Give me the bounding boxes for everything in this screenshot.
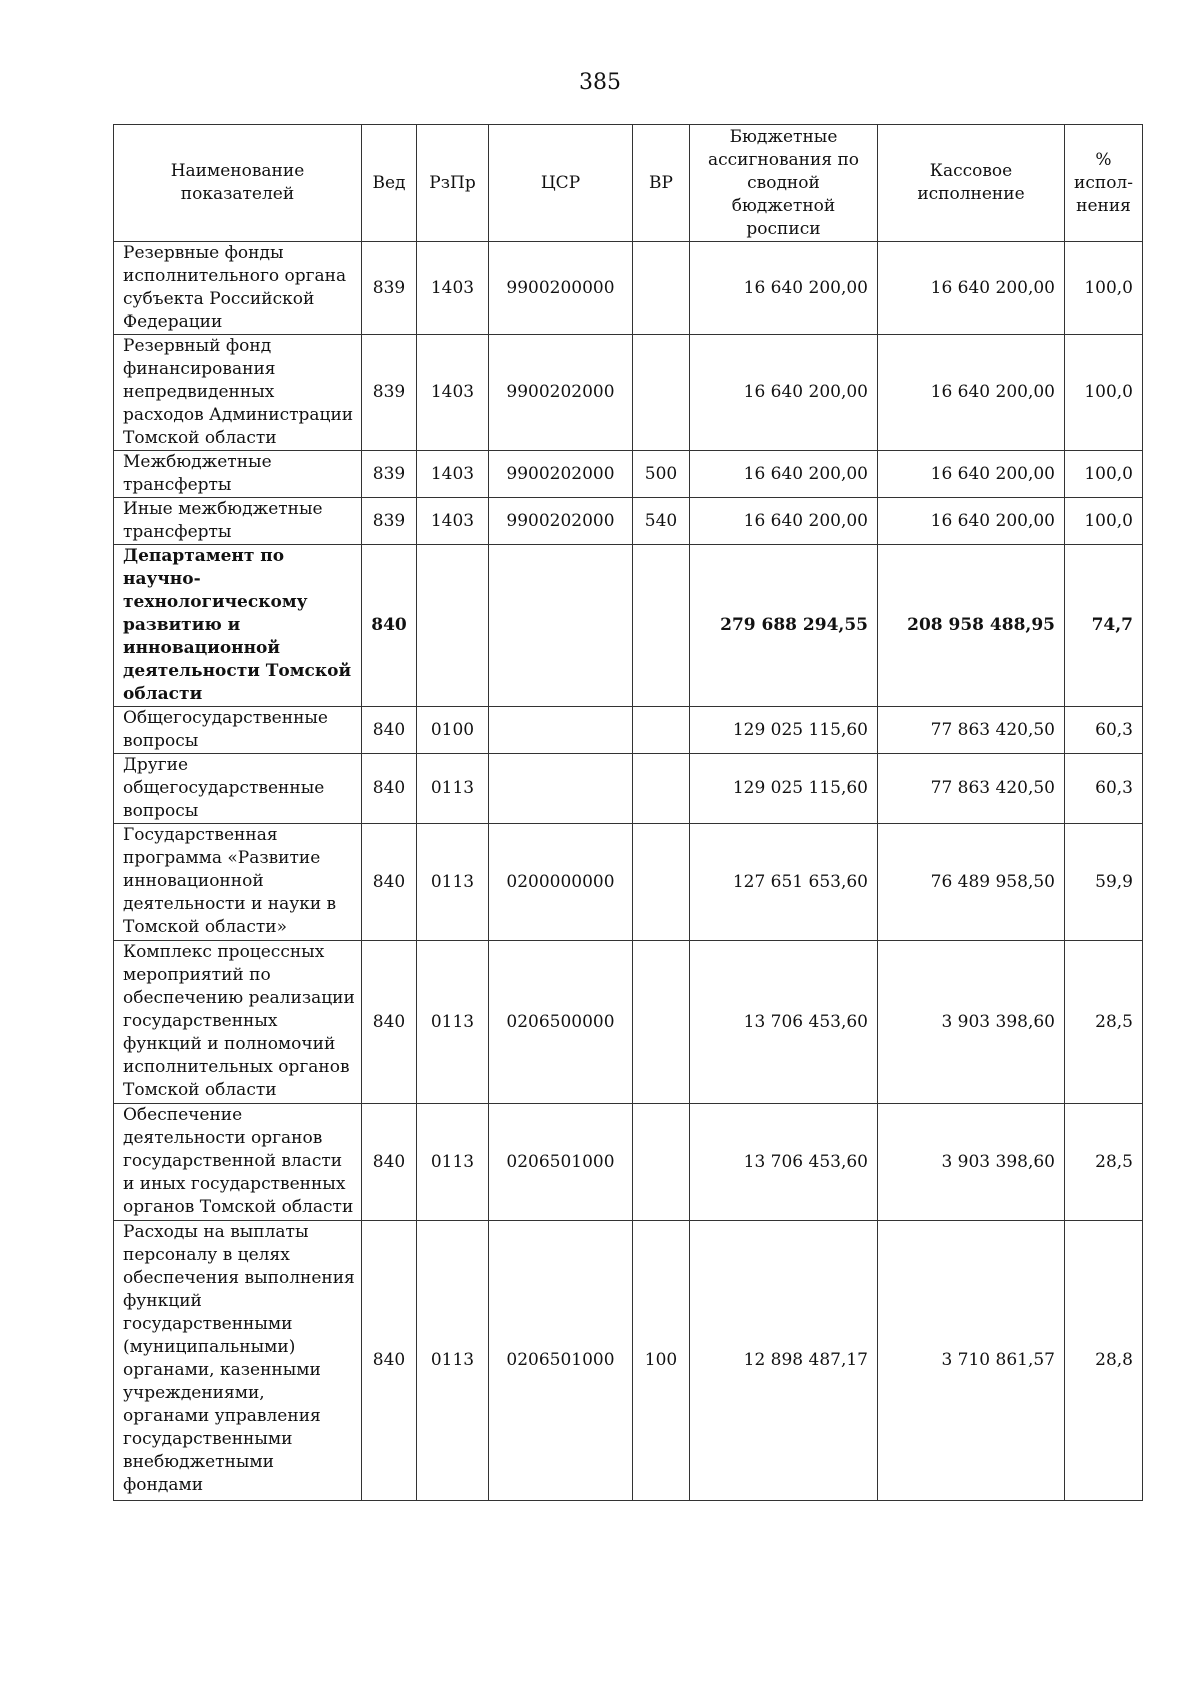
cell-rzpr: 0113 bbox=[417, 824, 489, 941]
cell-percent: 100,0 bbox=[1065, 242, 1143, 335]
cell-rzpr: 1403 bbox=[417, 335, 489, 451]
table-header-row bbox=[114, 125, 1143, 242]
cell-percent: 100,0 bbox=[1065, 451, 1143, 498]
header-csr: ЦСР bbox=[489, 125, 633, 242]
cell-rzpr: 1403 bbox=[417, 498, 489, 545]
cell-rzpr: 0113 bbox=[417, 941, 489, 1104]
cell-executed: 3 903 398,60 bbox=[878, 1104, 1065, 1221]
cell-percent: 74,7 bbox=[1065, 545, 1143, 707]
cell-assigned: 12 898 487,17 bbox=[690, 1221, 878, 1501]
cell-name: Резервные фонды исполнительного органа субъекта Российской Федерации bbox=[114, 242, 362, 335]
header-name: Наименование показателей bbox=[114, 125, 362, 242]
cell-executed: 3 903 398,60 bbox=[878, 941, 1065, 1104]
cell-vr bbox=[633, 754, 690, 824]
header-percent: % испол-нения bbox=[1065, 125, 1143, 242]
cell-executed: 16 640 200,00 bbox=[878, 498, 1065, 545]
cell-ved: 839 bbox=[362, 335, 417, 451]
cell-vr bbox=[633, 335, 690, 451]
cell-csr: 0200000000 bbox=[489, 824, 633, 941]
cell-vr bbox=[633, 242, 690, 335]
table-row bbox=[114, 707, 1143, 754]
cell-vr: 100 bbox=[633, 1221, 690, 1501]
header-rzpr: РзПр bbox=[417, 125, 489, 242]
cell-rzpr: 0100 bbox=[417, 707, 489, 754]
cell-csr: 0206501000 bbox=[489, 1221, 633, 1501]
cell-name: Резервный фонд финансирования непредвиденных расходов Администрации Томской области bbox=[114, 335, 362, 451]
header-ved: Вед bbox=[362, 125, 417, 242]
cell-ved: 840 bbox=[362, 707, 417, 754]
cell-ved: 839 bbox=[362, 498, 417, 545]
cell-csr: 9900202000 bbox=[489, 498, 633, 545]
cell-csr: 9900200000 bbox=[489, 242, 633, 335]
cell-csr bbox=[489, 545, 633, 707]
cell-percent: 60,3 bbox=[1065, 754, 1143, 824]
cell-percent: 59,9 bbox=[1065, 824, 1143, 941]
cell-assigned: 16 640 200,00 bbox=[690, 451, 878, 498]
cell-executed: 3 710 861,57 bbox=[878, 1221, 1065, 1501]
header-executed: Кассовое исполнение bbox=[878, 125, 1065, 242]
table-row bbox=[114, 1221, 1143, 1501]
cell-executed: 208 958 488,95 bbox=[878, 545, 1065, 707]
cell-assigned: 16 640 200,00 bbox=[690, 335, 878, 451]
table-row-department bbox=[114, 545, 1143, 707]
cell-name: Иные межбюджетные трансферты bbox=[114, 498, 362, 545]
cell-percent: 28,5 bbox=[1065, 1104, 1143, 1221]
page-number: 385 bbox=[579, 70, 621, 95]
cell-ved: 840 bbox=[362, 824, 417, 941]
cell-assigned: 127 651 653,60 bbox=[690, 824, 878, 941]
cell-percent: 28,5 bbox=[1065, 941, 1143, 1104]
table-row bbox=[114, 754, 1143, 824]
cell-name: Межбюджетные трансферты bbox=[114, 451, 362, 498]
table-row bbox=[114, 498, 1143, 545]
table-row bbox=[114, 451, 1143, 498]
budget-table bbox=[113, 124, 1143, 1501]
cell-vr bbox=[633, 824, 690, 941]
cell-assigned: 129 025 115,60 bbox=[690, 754, 878, 824]
cell-name: Общегосударственные вопросы bbox=[114, 707, 362, 754]
cell-vr bbox=[633, 1104, 690, 1221]
cell-executed: 16 640 200,00 bbox=[878, 242, 1065, 335]
cell-percent: 100,0 bbox=[1065, 335, 1143, 451]
cell-assigned: 13 706 453,60 bbox=[690, 1104, 878, 1221]
cell-rzpr: 0113 bbox=[417, 754, 489, 824]
cell-name: Департамент по научно-технологическому развитию и инновационной деятельности Томской области bbox=[114, 545, 362, 707]
cell-rzpr: 0113 bbox=[417, 1221, 489, 1501]
table-row bbox=[114, 941, 1143, 1104]
cell-assigned: 16 640 200,00 bbox=[690, 498, 878, 545]
table-row bbox=[114, 242, 1143, 335]
table-row bbox=[114, 824, 1143, 941]
cell-rzpr: 0113 bbox=[417, 1104, 489, 1221]
cell-vr: 500 bbox=[633, 451, 690, 498]
cell-ved: 840 bbox=[362, 941, 417, 1104]
cell-ved: 840 bbox=[362, 754, 417, 824]
cell-vr: 540 bbox=[633, 498, 690, 545]
cell-csr: 0206500000 bbox=[489, 941, 633, 1104]
cell-name: Другие общегосударственные вопросы bbox=[114, 754, 362, 824]
cell-executed: 76 489 958,50 bbox=[878, 824, 1065, 941]
cell-rzpr: 1403 bbox=[417, 242, 489, 335]
cell-name: Обеспечение деятельности органов государственной власти и иных государственных органов Томской области bbox=[114, 1104, 362, 1221]
cell-csr bbox=[489, 707, 633, 754]
cell-ved: 840 bbox=[362, 1221, 417, 1501]
cell-csr bbox=[489, 754, 633, 824]
cell-vr bbox=[633, 707, 690, 754]
cell-assigned: 13 706 453,60 bbox=[690, 941, 878, 1104]
cell-csr: 0206501000 bbox=[489, 1104, 633, 1221]
cell-name: Расходы на выплаты персоналу в целях обеспечения выполнения функций государственными (муниципальными) органами, казенными учреждениями, органами управления государственными внебюджетными фондами bbox=[114, 1221, 362, 1501]
cell-percent: 60,3 bbox=[1065, 707, 1143, 754]
cell-vr bbox=[633, 545, 690, 707]
table-row bbox=[114, 1104, 1143, 1221]
header-assigned: Бюджетные ассигнования по сводной бюджетной росписи bbox=[690, 125, 878, 242]
cell-percent: 28,8 bbox=[1065, 1221, 1143, 1501]
cell-ved: 839 bbox=[362, 451, 417, 498]
cell-ved: 840 bbox=[362, 545, 417, 707]
cell-assigned: 129 025 115,60 bbox=[690, 707, 878, 754]
cell-rzpr bbox=[417, 545, 489, 707]
cell-csr: 9900202000 bbox=[489, 335, 633, 451]
cell-executed: 16 640 200,00 bbox=[878, 451, 1065, 498]
cell-ved: 840 bbox=[362, 1104, 417, 1221]
header-vr: ВР bbox=[633, 125, 690, 242]
cell-name: Государственная программа «Развитие инновационной деятельности и науки в Томской области» bbox=[114, 824, 362, 941]
cell-percent: 100,0 bbox=[1065, 498, 1143, 545]
cell-executed: 77 863 420,50 bbox=[878, 707, 1065, 754]
cell-csr: 9900202000 bbox=[489, 451, 633, 498]
cell-rzpr: 1403 bbox=[417, 451, 489, 498]
cell-executed: 77 863 420,50 bbox=[878, 754, 1065, 824]
cell-executed: 16 640 200,00 bbox=[878, 335, 1065, 451]
cell-vr bbox=[633, 941, 690, 1104]
table-row bbox=[114, 335, 1143, 451]
cell-assigned: 279 688 294,55 bbox=[690, 545, 878, 707]
cell-assigned: 16 640 200,00 bbox=[690, 242, 878, 335]
cell-ved: 839 bbox=[362, 242, 417, 335]
cell-name: Комплекс процессных мероприятий по обеспечению реализации государственных функций и полномочий исполнительных органов Томской области bbox=[114, 941, 362, 1104]
